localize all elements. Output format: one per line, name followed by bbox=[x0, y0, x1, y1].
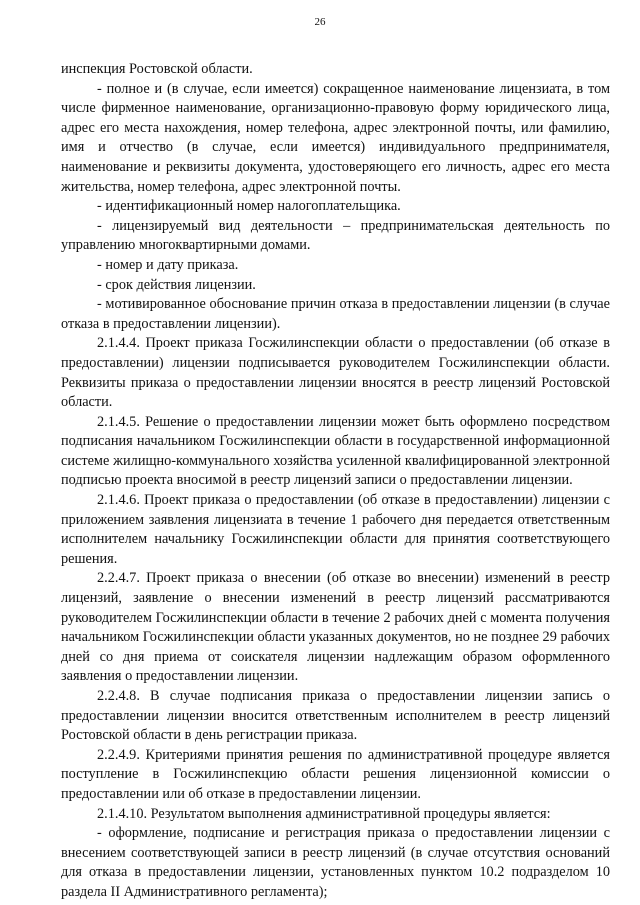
paragraph-order-number: - номер и дату приказа. bbox=[97, 256, 239, 273]
paragraph-2-1-4-4: 2.1.4.4. Проект приказа Госжилинспекции области о предоставлении (об отказе в предоставлении) лицензии подписывается руководителем Госжилинспекции области. Реквизиты приказа о предоставлении лицензии вносятся в реестр лицензий Ростовской области. bbox=[61, 335, 610, 411]
paragraph-2-2-4-9: 2.2.4.9. Критериями принятия решения по административной процедуре является поступление в Госжилинспекцию области решения лицензионной комиссии о предоставлении или об отказе в предоставлении лицензии. bbox=[61, 746, 610, 802]
paragraph-license-term: - срок действия лицензии. bbox=[97, 276, 256, 293]
paragraph-tax-id: - идентификационный номер налогоплательщика. bbox=[97, 198, 401, 215]
page-number: 26 bbox=[314, 16, 326, 28]
paragraph-continuation: инспекция Ростовской области. bbox=[61, 61, 253, 77]
paragraph-2-1-4-6: 2.1.4.6. Проект приказа о предоставлении (об отказе в предоставлении) лицензии с приложением заявления лицензиата в течение 1 рабочего дня передается ответственным исполнителем начальнику Госжилинспекции области для принятия соответствующего решения. bbox=[61, 492, 610, 567]
paragraph-licensee-name: - полное и (в случае, если имеется) сокращенное наименование лицензиата, в том числе фирменное наименование, организационно-правовую форму юридического лица, адрес его места нахождения, номер телефона, адрес электронной почты, или фамилию, имя и отчество (в случае, если имеется) индивидуального предпринимателя, наименование и реквизиты документа, удостоверяющего его личность, адрес его места жительства, номер телефона, адрес электронной почты. bbox=[61, 80, 610, 195]
document-body bbox=[61, 60, 610, 903]
paragraph-2-2-4-7: 2.2.4.7. Проект приказа о внесении (об отказе во внесении) изменений в реестр лицензий, заявление о внесении изменений в реестр лицензий рассматриваются руководителем Госжилинспекции области в течение 2 рабочих дней с момента получения начальником Госжилинспекции области указанных документов, но не позднее 29 рабочих дней со дня приема от соискателя лицензии надлежащим образом оформленного заявления о предоставлении лицензии. bbox=[61, 570, 610, 685]
paragraph-2-1-4-10: 2.1.4.10. Результатом выполнения административной процедуры является: bbox=[97, 805, 551, 822]
paragraph-refusal-reason: - мотивированное обоснование причин отказа в предоставлении лицензии (в случае отказа в предоставлении лицензии). bbox=[61, 296, 610, 332]
paragraph-2-1-4-5: 2.1.4.5. Решение о предоставлении лицензии может быть оформлено посредством подписания начальником Госжилинспекции области в государственной информационной системе жилищно-коммунального хозяйства усиленной квалифицированной электронной подписью проекта вносимой в реестр лицензий записи о предоставлении лицензии. bbox=[61, 413, 610, 489]
paragraph-activity-type: - лицензируемый вид деятельности – предпринимательская деятельность по управлению многоквартирными домами. bbox=[61, 217, 610, 254]
paragraph-result-item: - оформление, подписание и регистрация приказа о предоставлении лицензии с внесением соответствующей записи в реестр лицензий (в случае отсутствия оснований для отказа в предоставлении лицензии, установленных пунктом 10.2 подразделом 10 раздела II Административного регламента); bbox=[61, 825, 610, 900]
paragraph-2-2-4-8: 2.2.4.8. В случае подписания приказа о предоставлении лицензии запись о предоставлении лицензии вносится ответственным исполнителем в реестр лицензий Ростовской области в день регистрации приказа. bbox=[61, 688, 610, 744]
